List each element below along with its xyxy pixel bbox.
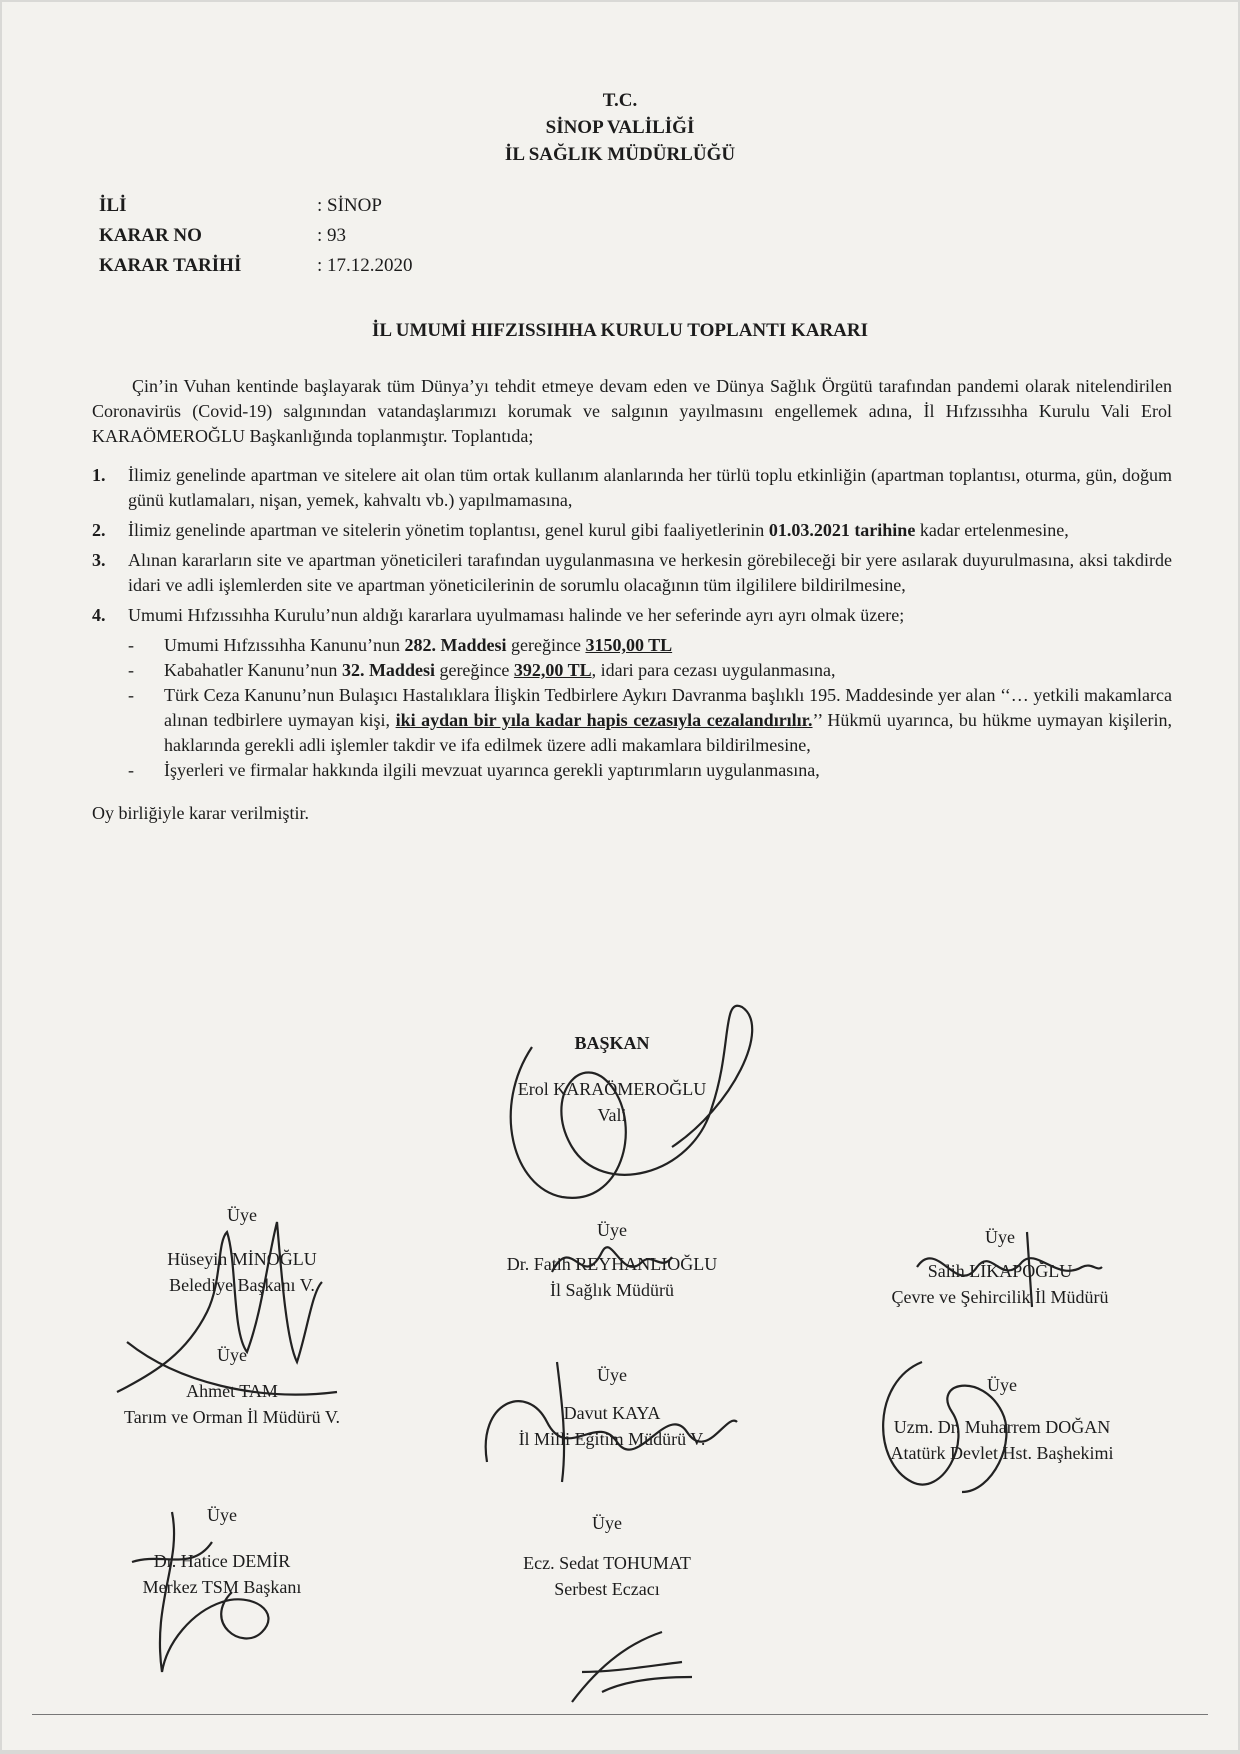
intro-paragraph: Çin’in Vuhan kentinde başlayarak tüm Dünya’yı tehdit etmeye devam eden ve Dünya Sağlık Örgütü tarafından pandemi olarak nitelendirilen Coronavirüs (Covid-19) salgınından vatandaşlarımızı korumak ve salgının yayılmasını engellemek adına, İl Hıfzıssıhha Kurulu Vali Erol KARAÖMEROĞLU Başkanlığında toplanmıştır. Toplantıda; xyxy=(92,376,1172,446)
text-part: gereğince xyxy=(506,635,586,655)
signature-block-baskan xyxy=(462,1030,762,1128)
fine-amount: 392,00 TL xyxy=(513,660,592,680)
meta-value: : SİNOP xyxy=(317,195,382,216)
prison-sentence: iki aydan bir yıla kadar hapis cezasıyla cezalandırılır. xyxy=(395,710,813,730)
decision-body xyxy=(92,374,1172,826)
text-part: Türk Ceza Kanunu’nun Bulaşıcı Hastalıklara İlişkin Tedbirlere Aykırı Davranma başlıklı 195. Maddesinde yer alan ‘‘… yetkili makamlarca alınan tedbirlere uymayan kişi, xyxy=(164,685,1172,730)
penalty-text xyxy=(164,683,1172,758)
bullet-dash: - xyxy=(128,685,134,705)
signature-scribble-eczaci xyxy=(562,1622,702,1712)
meta-row-decision-no xyxy=(99,221,413,251)
bullet-dash: - xyxy=(128,760,134,780)
signatory-role: Üye xyxy=(985,1227,1015,1247)
meta-label: KARAR TARİHİ xyxy=(99,255,242,276)
penalty-item-3 xyxy=(128,683,1172,758)
decision-item-1 xyxy=(92,463,1172,513)
signatory-title: Vali xyxy=(597,1105,627,1125)
bullet-dash: - xyxy=(128,635,134,655)
penalty-text xyxy=(164,633,1172,658)
header-line-tc: T.C. xyxy=(602,90,638,111)
header-line-governorship: SİNOP VALİLİĞİ xyxy=(545,117,695,138)
postpone-date: 01.03.2021 tarihine xyxy=(768,520,916,540)
signatory-role: Üye xyxy=(592,1513,622,1533)
signature-block-egitim xyxy=(467,1362,757,1452)
signatory-title: Atatürk Devlet Hst. Başhekimi xyxy=(890,1443,1114,1463)
signatory-title: Tarım ve Orman İl Müdürü V. xyxy=(123,1407,341,1427)
signatory-title: Çevre ve Şehircilik İl Müdürü xyxy=(891,1287,1109,1307)
penalty-item-4 xyxy=(128,758,1172,783)
closing-statement: Oy birliğiyle karar verilmiştir. xyxy=(92,803,309,823)
item-text: İlimiz genelinde apartman ve sitelere ait olan tüm ortak kullanım alanlarında her türlü toplu etkinliğin (apartman toplantısı, oturma, gün, doğum günü kutlamaları, nişan, yemek, kahvaltı vb.) yapılmamasına, xyxy=(128,465,1172,510)
meta-row-province xyxy=(99,191,413,221)
footer-rule xyxy=(32,1714,1208,1715)
text-part: Umumi Hıfzıssıhha Kanunu’nun xyxy=(164,635,405,655)
signatory-title: Belediye Başkanı V. xyxy=(169,1275,315,1295)
item-text xyxy=(128,518,1172,543)
signatory-name: Dr. Fatih REYHANLIOĞLU xyxy=(506,1254,718,1274)
signature-block-eczaci xyxy=(477,1510,737,1602)
penalty-text xyxy=(164,658,1172,683)
item-text: Alınan kararların site ve apartman yöneticileri tarafından uygulanmasına ve herkesin görebileceği bir yere asılarak duyurulmasına, aksi takdirde idari ve adli işlemlerden site ve apartman yöneticilerinin de sorumlu olacağının tüm ilgililere bildirilmesine, xyxy=(128,550,1172,595)
decision-item-3 xyxy=(92,548,1172,598)
signatory-name: Ahmet TAM xyxy=(186,1381,278,1401)
meta-label: KARAR NO xyxy=(99,225,202,246)
meta-value: : 17.12.2020 xyxy=(317,255,413,276)
fine-amount: 3150,00 TL xyxy=(585,635,673,655)
signatory-title: İl Milli Eğitim Müdürü V. xyxy=(518,1429,706,1449)
signatory-role: Üye xyxy=(227,1205,257,1225)
meta-value: : 93 xyxy=(317,225,347,246)
decision-meta xyxy=(99,191,413,281)
signature-block-hastane xyxy=(842,1372,1162,1466)
text-part: gereğince xyxy=(434,660,514,680)
signatory-role: Üye xyxy=(207,1505,237,1525)
signatory-name: Hüseyin MİNOĞLU xyxy=(167,1249,317,1269)
signatory-title: Merkez TSM Başkanı xyxy=(142,1577,302,1597)
signature-block-tarim xyxy=(72,1342,392,1430)
meta-row-decision-date xyxy=(99,251,413,281)
decision-item-2 xyxy=(92,518,1172,543)
signatory-role: Üye xyxy=(597,1220,627,1240)
document-title: İL UMUMİ HIFZISSIHHA KURULU TOPLANTI KARARI xyxy=(371,320,869,341)
item-text-part: kadar ertelenmesine, xyxy=(915,520,1069,540)
signatory-name: Ecz. Sedat TOHUMAT xyxy=(523,1553,691,1573)
text-part: ’’ Hükmü uyarınca, bu hükme uymayan kişilerin, haklarında gerekli adli işlemler takdir ve ifa edilmek üzere adli makamlara bildirilmesine, xyxy=(164,710,1172,755)
penalty-item-2 xyxy=(128,658,1172,683)
meta-label: İLİ xyxy=(99,195,127,216)
item-text-part: İlimiz genelinde apartman ve sitelerin yönetim toplantısı, genel kurul gibi faaliyetlerinin xyxy=(128,520,769,540)
text-part: , idari para cezası uygulanmasına, xyxy=(591,660,836,680)
signatory-name: Erol KARAÖMEROĞLU xyxy=(517,1079,707,1099)
bullet-dash: - xyxy=(128,660,134,680)
penalty-text: İşyerleri ve firmalar hakkında ilgili mevzuat uyarınca gerekli yaptırımların uygulanmasına, xyxy=(164,760,820,780)
item-text: Umumi Hıfzıssıhha Kurulu’nun aldığı kararlara uyulmaması halinde ve her seferinde ayrı ayrı olmak üzere; xyxy=(128,605,905,625)
decision-item-4 xyxy=(92,603,1172,628)
signatory-role: Üye xyxy=(217,1345,247,1365)
signatory-name: Salih LİKAPOĞLU xyxy=(927,1261,1073,1281)
signature-block-tsm xyxy=(102,1502,342,1600)
signatory-role: Üye xyxy=(597,1365,627,1385)
signatory-name: Uzm. Dr. Muharrem DOĞAN xyxy=(893,1417,1111,1437)
item-number: 2. xyxy=(92,520,106,540)
signatory-title: İl Sağlık Müdürü xyxy=(550,1280,674,1300)
signatory-name: Dr. Hatice DEMİR xyxy=(153,1551,291,1571)
item-number: 1. xyxy=(92,465,106,485)
text-part: Kabahatler Kanunu’nun xyxy=(164,660,342,680)
signatory-title: Serbest Eczacı xyxy=(554,1579,660,1599)
article-ref: 32. Maddesi xyxy=(341,660,435,680)
signature-block-belediye xyxy=(117,1202,367,1298)
header-line-directorate: İL SAĞLIK MÜDÜRLÜĞÜ xyxy=(504,144,736,165)
signatory-name: Davut KAYA xyxy=(563,1403,661,1423)
article-ref: 282. Maddesi xyxy=(404,635,507,655)
signatory-role: Üye xyxy=(987,1375,1017,1395)
penalty-item-1 xyxy=(128,633,1172,658)
item-number: 4. xyxy=(92,605,106,625)
signature-block-cevre xyxy=(850,1224,1150,1310)
signatory-role: BAŞKAN xyxy=(574,1033,650,1053)
item-number: 3. xyxy=(92,550,106,570)
signature-block-saglik xyxy=(467,1217,757,1303)
document-page xyxy=(2,2,1238,1750)
document-header xyxy=(2,87,1238,168)
